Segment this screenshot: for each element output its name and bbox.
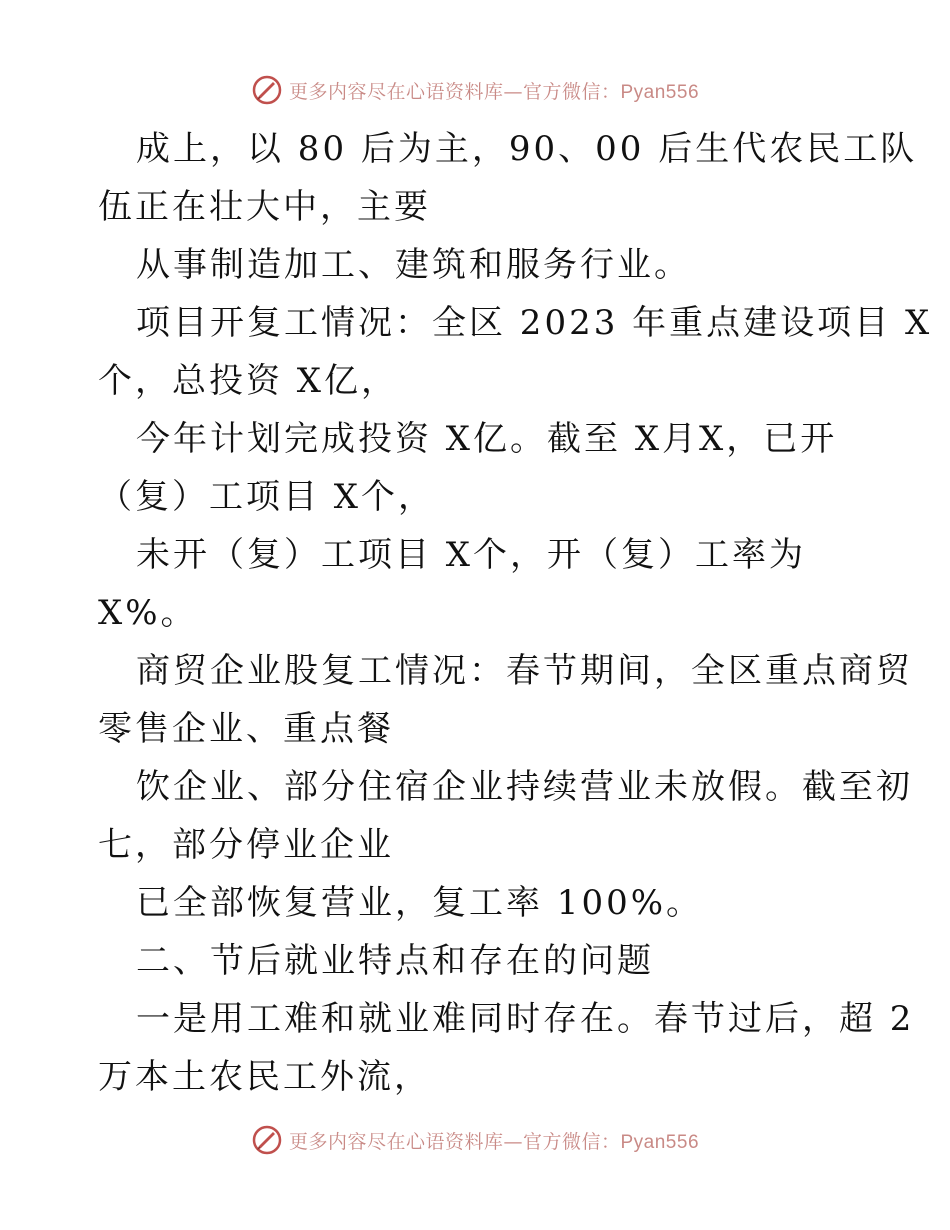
paragraph-line-1: 成上，以 80 后为主，90、00 后生代农民工队: [136, 129, 918, 169]
paragraph-line-4: 项目开复工情况：全区 2023 年重点建设项目 X: [136, 303, 933, 343]
paragraph-line-16: 一是用工难和就业难同时存在。春节过后，超 2: [136, 999, 915, 1039]
paragraph-line-3: 从事制造加工、建筑和服务行业。: [136, 245, 691, 285]
paragraph-line-5: 个，总投资 X亿，: [98, 361, 399, 401]
paragraph-line-2: 伍正在壮大中，主要: [98, 187, 431, 227]
paragraph-line-12: 饮企业、部分住宿企业持续营业未放假。截至初: [136, 767, 913, 807]
wechat-id: Pyan556: [620, 81, 700, 103]
paragraph-line-11: 零售企业、重点餐: [98, 709, 394, 749]
paragraph-line-6: 今年计划完成投资 X亿。截至 X月X，已开: [136, 419, 838, 459]
quill-logo-icon: [251, 1124, 283, 1156]
paragraph-line-17: 万本土农民工外流，: [98, 1057, 431, 1097]
wechat-id: Pyan556: [620, 1131, 700, 1153]
watermark-text: 更多内容尽在心语资料库—官方微信：Pyan556: [288, 80, 700, 103]
watermark-footer: [0, 1120, 950, 1160]
paragraph-line-9: X%。: [98, 593, 198, 633]
paragraph-line-7: （复）工项目 X个，: [98, 477, 436, 517]
section-heading: 二、节后就业特点和存在的问题: [136, 941, 654, 981]
paragraph-line-10: 商贸企业股复工情况：春节期间，全区重点商贸: [136, 651, 913, 691]
paragraph-line-14: 已全部恢复营业，复工率 100%。: [136, 883, 704, 923]
watermark-text: 更多内容尽在心语资料库—官方微信：Pyan556: [288, 1130, 700, 1153]
paragraph-line-8: 未开（复）工项目 X个，开（复）工率为: [136, 535, 807, 575]
paragraph-line-13: 七，部分停业企业: [98, 825, 394, 865]
